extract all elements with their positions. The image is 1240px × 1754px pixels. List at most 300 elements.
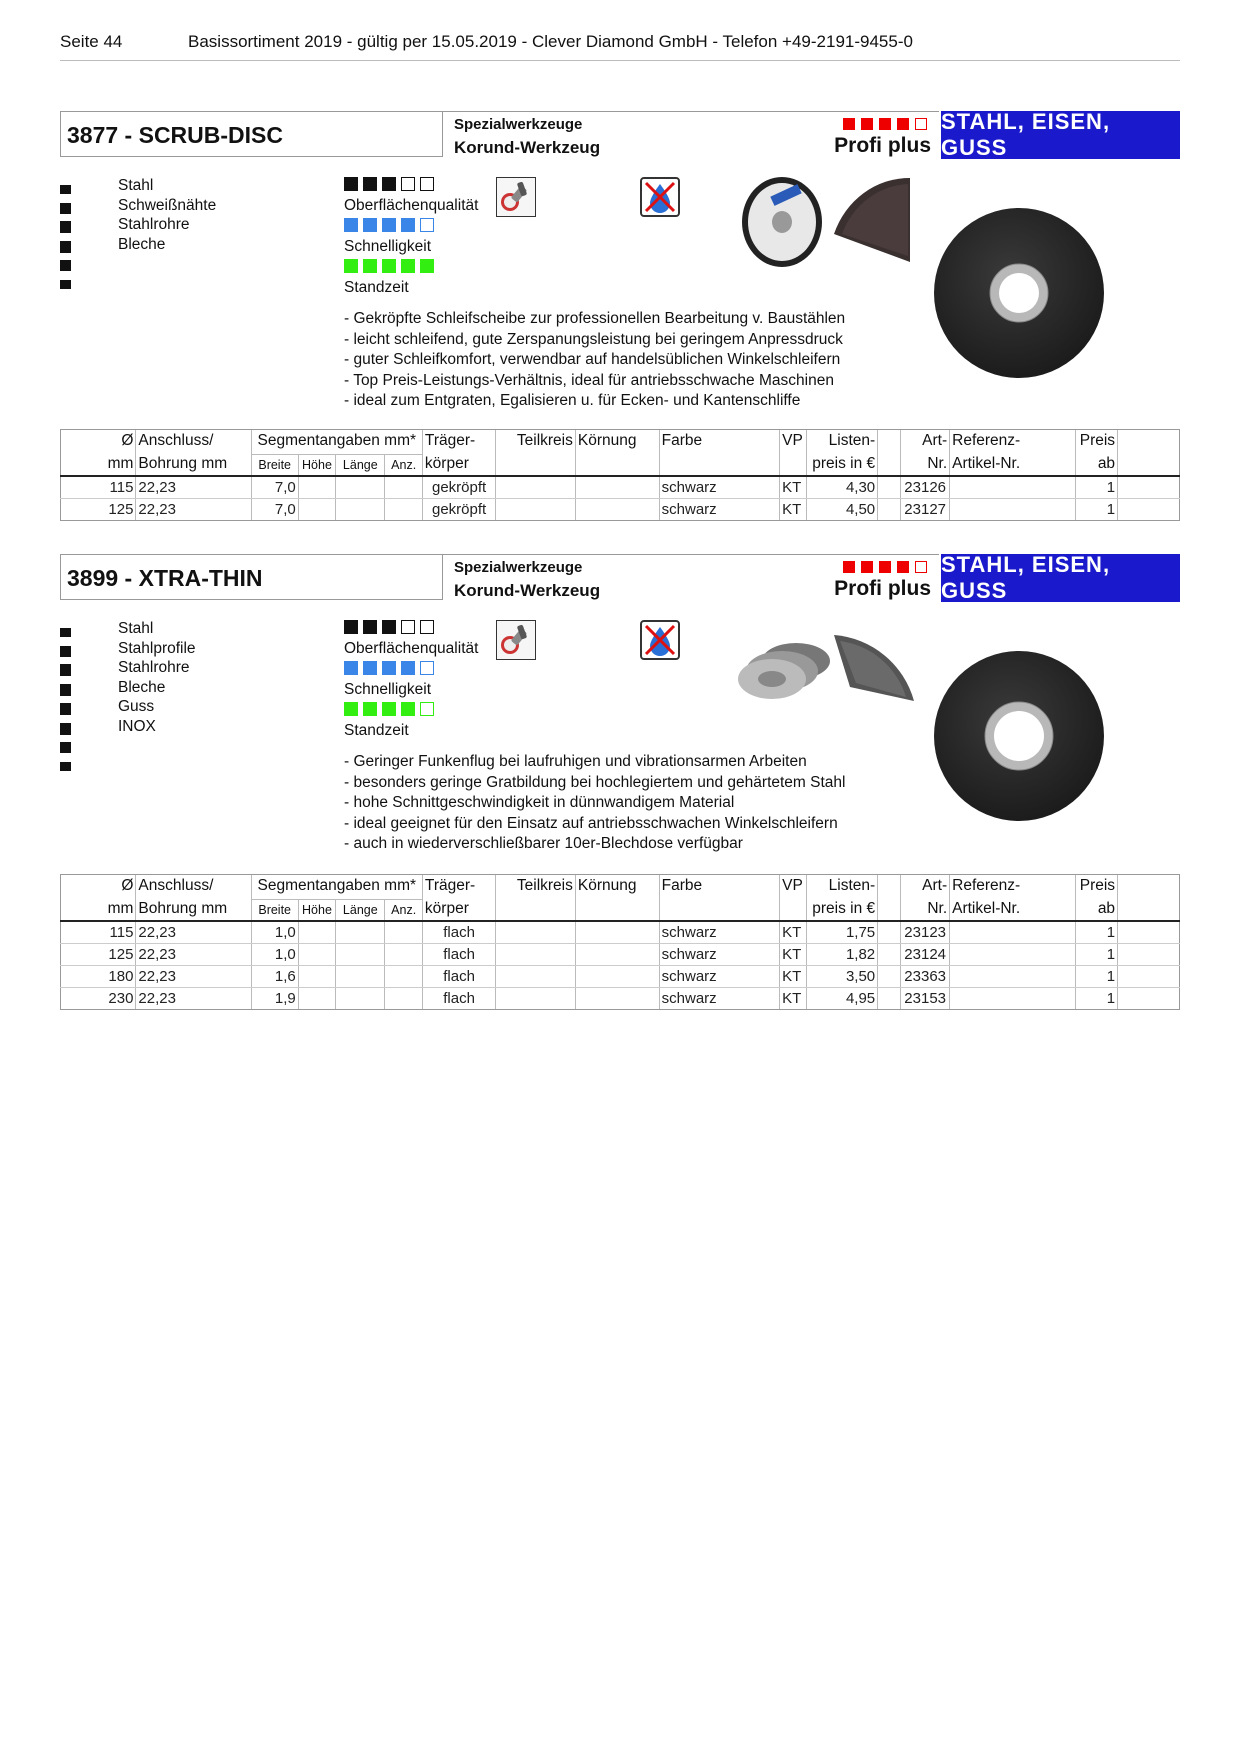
- category-box: [443, 554, 835, 600]
- material-name: INOX: [118, 717, 156, 735]
- product-image-disc: [933, 650, 1105, 822]
- property-square: [401, 259, 415, 273]
- table-cell: 23123: [901, 921, 950, 944]
- suitability-bar: [60, 706, 71, 715]
- product-title-box: [60, 554, 443, 600]
- table-cell: 1,82: [807, 944, 878, 966]
- table-header-cell: [575, 455, 659, 477]
- rating-label: Profi plus: [834, 134, 931, 157]
- table-cell: 22,23: [136, 921, 251, 944]
- property-square: [401, 218, 415, 232]
- page-header: [60, 30, 1180, 61]
- table-cell: flach: [422, 944, 495, 966]
- table-cell: KT: [780, 921, 807, 944]
- suitability-bar: [60, 726, 71, 735]
- table-cell: 22,23: [136, 476, 251, 499]
- table-cell: flach: [422, 921, 495, 944]
- table-cell: 4,50: [807, 499, 878, 521]
- property-square: [401, 661, 415, 675]
- product-description: [344, 752, 845, 855]
- table-header-cell: Nr.: [901, 900, 950, 922]
- table-header-cell: mm: [61, 900, 136, 922]
- table-row: [61, 988, 1180, 1010]
- no-water-icon: [640, 177, 680, 217]
- table-cell: 125: [61, 944, 136, 966]
- suitability-bar: [60, 687, 71, 696]
- table-cell: [385, 921, 422, 944]
- suitability-bar: [60, 185, 71, 194]
- table-cell: [878, 499, 901, 521]
- product-image-cut-texture: [830, 617, 916, 701]
- material-name: Stahlrohre: [118, 659, 190, 676]
- description-line: - hohe Schnittgeschwindigkeit in dünnwandigem Material: [344, 794, 735, 811]
- table-cell: [575, 988, 659, 1010]
- property-square: [344, 661, 358, 675]
- property-square: [420, 661, 434, 675]
- table-header-cell: [1118, 900, 1180, 922]
- property-rating: [344, 661, 439, 699]
- table-header-cell: Körnung: [575, 430, 659, 455]
- rating-square: [861, 118, 873, 130]
- property-square: [363, 661, 377, 675]
- table-header-cell: Listen-: [807, 875, 878, 900]
- table-cell: 4,95: [807, 988, 878, 1010]
- angle-grinder-icon: [496, 620, 536, 660]
- table-header-cell: [878, 430, 901, 455]
- table-row: [61, 966, 1180, 988]
- table-header-cell: Farbe: [659, 875, 779, 900]
- property-square: [344, 177, 358, 191]
- table-header-cell: [1118, 875, 1180, 900]
- table-cell: 22,23: [136, 944, 251, 966]
- table-cell: [496, 476, 576, 499]
- table-header-cell: Bohrung mm: [136, 900, 251, 922]
- table-header-cell: Anz.: [385, 455, 422, 477]
- table-cell: [298, 966, 335, 988]
- profi-rating: [835, 554, 939, 600]
- table-header-cell: Ø: [61, 875, 136, 900]
- table-cell: [950, 476, 1076, 499]
- table-cell: KT: [780, 966, 807, 988]
- property-square: [420, 177, 434, 191]
- product-title: 3877 - SCRUB-DISC: [67, 122, 283, 148]
- table-cell: [950, 944, 1076, 966]
- suitability-bar: [60, 205, 71, 214]
- table-cell: [575, 966, 659, 988]
- table-header-cell: [575, 900, 659, 922]
- table-header-cell: mm: [61, 455, 136, 477]
- table-header-cell: preis in €: [807, 900, 878, 922]
- material-name: Bleche: [118, 678, 166, 696]
- table-cell: [298, 944, 335, 966]
- table-cell: [1118, 944, 1180, 966]
- table-header-cell: Teilkreis: [496, 430, 576, 455]
- table-cell: KT: [780, 499, 807, 521]
- table-cell: [950, 966, 1076, 988]
- table-cell: schwarz: [659, 966, 779, 988]
- table-cell: 22,23: [136, 499, 251, 521]
- table-header-cell: Träger-: [422, 875, 495, 900]
- suitability-bar: [60, 762, 71, 771]
- table-cell: schwarz: [659, 921, 779, 944]
- table-header-cell: Segmentangaben mm*: [251, 430, 422, 455]
- table-header-cell: Referenz-: [950, 875, 1076, 900]
- table-header-cell: Bohrung mm: [136, 455, 251, 477]
- table-cell: [336, 921, 385, 944]
- rating-square: [879, 118, 891, 130]
- property-square: [344, 620, 358, 634]
- property-square: [382, 702, 396, 716]
- table-cell: [298, 476, 335, 499]
- table-cell: 115: [61, 921, 136, 944]
- product-image-disc-stack: [736, 637, 832, 703]
- property-square: [344, 218, 358, 232]
- table-cell: schwarz: [659, 499, 779, 521]
- table-header-cell: VP: [780, 430, 807, 455]
- table-cell: [1118, 476, 1180, 499]
- table-cell: [950, 921, 1076, 944]
- table-header-cell: [780, 900, 807, 922]
- table-header-cell: Ø: [61, 430, 136, 455]
- table-cell: 23153: [901, 988, 950, 1010]
- table-cell: schwarz: [659, 476, 779, 499]
- property-square: [401, 620, 415, 634]
- table-header-cell: Preis: [1075, 430, 1117, 455]
- property-square: [401, 177, 415, 191]
- table-header-cell: [659, 900, 779, 922]
- property-label: Standzeit: [344, 722, 409, 739]
- table-cell: [385, 499, 422, 521]
- catalog-info: Basissortiment 2019 - gültig per 15.05.2019 - Clever Diamond GmbH - Telefon +49-2191-9455-0: [188, 32, 913, 51]
- table-cell: 1,9: [251, 988, 298, 1010]
- property-square: [363, 259, 377, 273]
- material-name: Stahlrohre: [118, 216, 190, 233]
- property-square: [344, 259, 358, 273]
- table-row: [61, 476, 1180, 499]
- property-rating: [344, 702, 439, 740]
- product-image-scrub-texture: [830, 174, 912, 262]
- table-header-cell: [878, 900, 901, 922]
- table-cell: 23363: [901, 966, 950, 988]
- table-header-cell: Preis: [1075, 875, 1117, 900]
- table-cell: 23126: [901, 476, 950, 499]
- suitability-bar: [60, 648, 71, 657]
- table-cell: 1: [1075, 966, 1117, 988]
- table-header-cell: [1118, 455, 1180, 477]
- rating-square: [897, 118, 909, 130]
- table-header-cell: Höhe: [298, 455, 335, 477]
- table-header-cell: [1118, 430, 1180, 455]
- page-number: Seite 44: [60, 32, 123, 51]
- suitability-bar: [60, 262, 71, 271]
- suitability-bar: [60, 244, 71, 253]
- table-header-row: [61, 900, 1180, 922]
- table-header-cell: [878, 875, 901, 900]
- property-rating: [344, 259, 439, 297]
- table-cell: [496, 988, 576, 1010]
- table-cell: 23124: [901, 944, 950, 966]
- table-cell: gekröpft: [422, 476, 495, 499]
- property-square: [420, 702, 434, 716]
- table-cell: [336, 966, 385, 988]
- table-cell: 1: [1075, 921, 1117, 944]
- property-squares: [344, 218, 439, 237]
- table-header-cell: Länge: [336, 455, 385, 477]
- table-header-cell: Artikel-Nr.: [950, 455, 1076, 477]
- table-header-cell: körper: [422, 900, 495, 922]
- property-square: [363, 702, 377, 716]
- suitability-bar: [60, 744, 71, 753]
- property-square: [382, 620, 396, 634]
- table-cell: [496, 499, 576, 521]
- table-header-cell: ab: [1075, 455, 1117, 477]
- table-cell: 22,23: [136, 966, 251, 988]
- table-cell: 7,0: [251, 476, 298, 499]
- table-cell: [298, 988, 335, 1010]
- property-label: Oberflächenqualität: [344, 640, 479, 657]
- table-cell: 1: [1075, 476, 1117, 499]
- table-cell: [575, 499, 659, 521]
- spec-table: [60, 429, 1180, 521]
- suitability-bar: [60, 224, 71, 233]
- table-cell: KT: [780, 944, 807, 966]
- table-header-cell: [496, 455, 576, 477]
- property-square: [420, 218, 434, 232]
- product-image-label-disc: [741, 176, 823, 268]
- table-cell: [496, 944, 576, 966]
- table-cell: KT: [780, 476, 807, 499]
- material-name: Stahlprofile: [118, 639, 196, 657]
- category-line-2: Korund-Werkzeug: [454, 581, 601, 600]
- table-cell: 4,30: [807, 476, 878, 499]
- property-squares: [344, 702, 439, 721]
- material-name: Schweißnähte: [118, 196, 217, 214]
- table-header-cell: Listen-: [807, 430, 878, 455]
- property-label: Oberflächenqualität: [344, 197, 479, 214]
- property-square: [382, 177, 396, 191]
- table-header-cell: [496, 900, 576, 922]
- description-line: - ideal geeignet für den Einsatz auf antriebsschwachen Winkelschleifern: [344, 814, 838, 832]
- table-header-row: [61, 455, 1180, 477]
- table-cell: [336, 499, 385, 521]
- table-header-row: [61, 875, 1180, 900]
- table-row: [61, 499, 1180, 521]
- table-cell: [575, 921, 659, 944]
- property-label: Schnelligkeit: [344, 681, 432, 698]
- property-square: [420, 259, 434, 273]
- table-cell: 22,23: [136, 988, 251, 1010]
- table-cell: [298, 499, 335, 521]
- suitability-bars: [60, 722, 73, 776]
- table-header-cell: Segmentangaben mm*: [251, 875, 422, 900]
- table-cell: [336, 988, 385, 1010]
- table-cell: 1,6: [251, 966, 298, 988]
- property-rating: [344, 177, 478, 215]
- table-cell: [336, 476, 385, 499]
- property-rating: [344, 620, 478, 658]
- table-cell: [575, 476, 659, 499]
- rating-label: Profi plus: [834, 577, 931, 600]
- table-header-cell: Höhe: [298, 900, 335, 922]
- table-cell: [950, 499, 1076, 521]
- table-cell: 1: [1075, 499, 1117, 521]
- table-header-cell: [659, 455, 779, 477]
- table-cell: [878, 476, 901, 499]
- table-cell: 125: [61, 499, 136, 521]
- table-cell: [385, 944, 422, 966]
- table-cell: 3,50: [807, 966, 878, 988]
- table-cell: [385, 988, 422, 1010]
- property-squares: [344, 661, 439, 680]
- table-cell: 115: [61, 476, 136, 499]
- no-water-icon: [640, 620, 680, 660]
- product-title: 3899 - XTRA-THIN: [67, 565, 263, 591]
- table-cell: [950, 988, 1076, 1010]
- rating-square: [897, 561, 909, 573]
- table-cell: [298, 921, 335, 944]
- spec-table: [60, 874, 1180, 1010]
- property-squares: [344, 177, 478, 196]
- table-cell: 7,0: [251, 499, 298, 521]
- material-name: Guss: [118, 698, 155, 715]
- table-header-cell: Körnung: [575, 875, 659, 900]
- table-cell: 1,75: [807, 921, 878, 944]
- property-square: [401, 702, 415, 716]
- table-cell: [1118, 966, 1180, 988]
- table-cell: flach: [422, 988, 495, 1010]
- table-cell: [496, 921, 576, 944]
- material-badge: STAHL, EISEN, GUSS: [941, 554, 1180, 602]
- suitability-bars: [60, 240, 73, 294]
- property-square: [382, 661, 396, 675]
- suitability-bar: [60, 628, 71, 637]
- material-badge: STAHL, EISEN, GUSS: [941, 111, 1180, 159]
- table-cell: 230: [61, 988, 136, 1010]
- product-title-box: [60, 111, 443, 157]
- description-line: - Top Preis-Leistungs-Verhältnis, ideal für antriebsschwache Maschinen: [344, 371, 834, 389]
- property-label: Schnelligkeit: [344, 238, 432, 255]
- table-cell: [878, 921, 901, 944]
- table-header-cell: Art-: [901, 875, 950, 900]
- table-header-cell: Artikel-Nr.: [950, 900, 1076, 922]
- category-line-1: Spezialwerkzeuge: [454, 116, 583, 133]
- rating-square: [915, 118, 927, 130]
- table-cell: 1,0: [251, 921, 298, 944]
- table-header-cell: Länge: [336, 900, 385, 922]
- table-header-cell: VP: [780, 875, 807, 900]
- table-header-cell: ab: [1075, 900, 1117, 922]
- table-row: [61, 944, 1180, 966]
- table-header-cell: Teilkreis: [496, 875, 576, 900]
- table-cell: [1118, 499, 1180, 521]
- table-cell: 1: [1075, 988, 1117, 1010]
- rating-square: [915, 561, 927, 573]
- category-line-1: Spezialwerkzeuge: [454, 559, 583, 576]
- table-header-cell: Referenz-: [950, 430, 1076, 455]
- table-cell: [575, 944, 659, 966]
- rating-square: [861, 561, 873, 573]
- property-square: [363, 177, 377, 191]
- table-cell: KT: [780, 988, 807, 1010]
- table-header-cell: Nr.: [901, 455, 950, 477]
- material-name: Bleche: [118, 235, 166, 253]
- property-square: [382, 218, 396, 232]
- table-cell: [496, 966, 576, 988]
- property-label: Standzeit: [344, 279, 409, 296]
- table-cell: schwarz: [659, 988, 779, 1010]
- table-cell: [878, 988, 901, 1010]
- table-header-cell: Breite: [251, 455, 298, 477]
- table-cell: flach: [422, 966, 495, 988]
- property-square: [344, 702, 358, 716]
- table-header-cell: Farbe: [659, 430, 779, 455]
- table-cell: schwarz: [659, 944, 779, 966]
- table-cell: 1: [1075, 944, 1117, 966]
- product-image-disc: [933, 207, 1105, 379]
- table-cell: [1118, 988, 1180, 1010]
- table-header-cell: [780, 455, 807, 477]
- material-name: Stahl: [118, 177, 154, 194]
- table-row: [61, 921, 1180, 944]
- property-squares: [344, 259, 439, 278]
- profi-rating: [835, 111, 939, 157]
- angle-grinder-icon: [496, 177, 536, 217]
- property-square: [382, 259, 396, 273]
- description-line: - besonders geringe Gratbildung bei hochlegiertem und gehärtetem Stahl: [344, 773, 846, 791]
- product-description: [344, 309, 845, 412]
- category-box: [443, 111, 835, 157]
- table-header-row: [61, 430, 1180, 455]
- table-cell: [1118, 921, 1180, 944]
- description-line: - leicht schleifend, gute Zerspanungsleistung bei geringem Anpressdruck: [344, 330, 843, 348]
- table-header-cell: preis in €: [807, 455, 878, 477]
- property-squares: [344, 620, 478, 639]
- description-line: - Geringer Funkenflug bei laufruhigen und vibrationsarmen Arbeiten: [344, 753, 807, 770]
- suitability-bar: [60, 667, 71, 676]
- description-line: - ideal zum Entgraten, Egalisieren u. für Ecken- und Kantenschliffe: [344, 392, 801, 409]
- table-header-cell: Anz.: [385, 900, 422, 922]
- description-line: - auch in wiederverschließbarer 10er-Blechdose verfügbar: [344, 835, 743, 852]
- table-cell: [385, 476, 422, 499]
- property-square: [363, 620, 377, 634]
- material-name: Stahl: [118, 620, 154, 637]
- suitability-bar: [60, 280, 71, 289]
- table-cell: [878, 966, 901, 988]
- rating-square: [879, 561, 891, 573]
- description-line: - Gekröpfte Schleifscheibe zur professionellen Bearbeitung v. Baustählen: [344, 310, 846, 327]
- table-header-cell: körper: [422, 455, 495, 477]
- table-cell: 1,0: [251, 944, 298, 966]
- description-line: - guter Schleifkomfort, verwendbar auf handelsüblichen Winkelschleifern: [344, 351, 841, 368]
- table-cell: 23127: [901, 499, 950, 521]
- rating-square: [843, 561, 855, 573]
- property-square: [420, 620, 434, 634]
- table-header-cell: Träger-: [422, 430, 495, 455]
- table-cell: [878, 944, 901, 966]
- table-header-cell: Art-: [901, 430, 950, 455]
- rating-square: [843, 118, 855, 130]
- table-cell: [336, 944, 385, 966]
- table-header-cell: Breite: [251, 900, 298, 922]
- table-header-cell: Anschluss/: [136, 875, 251, 900]
- table-header-cell: [878, 455, 901, 477]
- table-cell: [385, 966, 422, 988]
- table-cell: gekröpft: [422, 499, 495, 521]
- category-line-2: Korund-Werkzeug: [454, 138, 601, 157]
- table-cell: 180: [61, 966, 136, 988]
- property-square: [363, 218, 377, 232]
- table-header-cell: Anschluss/: [136, 430, 251, 455]
